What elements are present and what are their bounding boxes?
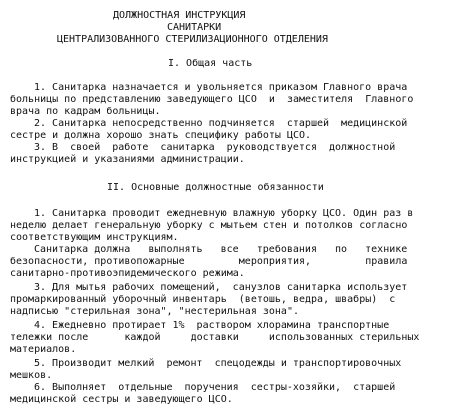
s2-p1b-line-3: санитарно-противоэпидемического режима. [10,268,245,279]
s2-p3-line-3: надписью "стерильная зона", "нестерильная зона". [10,306,299,317]
s1-p3-line-2: инструкцией и указаниями администрации. [10,154,245,165]
s2-p6-line-2: медицинской сестры и заведующего ЦСО. [10,394,233,405]
s2-p3-line-2: промаркированный уборочный инвентарь (ветошь, ведра, швабры) с [10,294,396,305]
doc-title-line-1: ДОЛЖНОСТНАЯ ИНСТРУКЦИЯ [113,10,246,21]
s2-p4-line-3: материалов. [10,344,77,355]
s1-p1-line-1: 1. Санитарка назначается и увольняется приказом Главного врача [34,82,408,93]
s2-p1b-line-1: Санитарка должна выполнять все требования по технике [34,244,408,255]
s1-p1-line-2: больницы по представлению заведующего ЦСО и заместителя Главного [10,94,414,105]
s2-p3-line-1: 3. Для мытья рабочих помещений, санузлов санитарка использует [34,282,408,293]
s1-p1-line-3: врача по кадрам больницы. [10,106,161,117]
s2-p5-line-1: 5. Производит мелкий ремонт спецодежды и транспортировочных [34,358,402,369]
s1-p3-line-1: 3. В своей работе санитарка руководствуется должностной [34,142,396,153]
section-2-heading: II. Основные должностные обязанности [107,182,324,193]
s2-p1b-line-2: безопасности, противопожарные мероприятия, правила [10,256,408,267]
s1-p2-line-1: 2. Санитарка непосредственно подчиняется старшей медицинской [34,118,408,129]
s2-p4-line-1: 4. Ежедневно протирает 1% раствором хлорамина транспортные [34,320,390,331]
s2-p4-line-2: тележки после каждой доставки использованных стерильных [10,332,420,343]
section-1-heading: I. Общая часть [168,58,253,69]
doc-title-line-2: САНИТАРКИ [167,22,222,33]
s2-p5-line-2: мешков. [10,370,53,381]
s1-p2-line-2: сестре и должна хорошо знать специфику работы ЦСО. [10,130,312,141]
s2-p1-line-1: 1. Санитарка проводит ежедневную влажную уборку ЦСО. Один раз в [34,208,414,219]
doc-title-line-3: ЦЕНТРАЛИЗОВАННОГО СТЕРИЛИЗАЦИОННОГО ОТДЕЛЕНИЯ [57,34,328,45]
s2-p1-line-3: соответствующим инструкциям. [10,232,179,243]
s2-p1-line-2: неделю делает генеральную уборку с мытьем стен и потолков согласно [10,220,408,231]
s2-p6-line-1: 6. Выполняет отдельные поручения сестры-хозяйки, старшей [34,382,396,393]
